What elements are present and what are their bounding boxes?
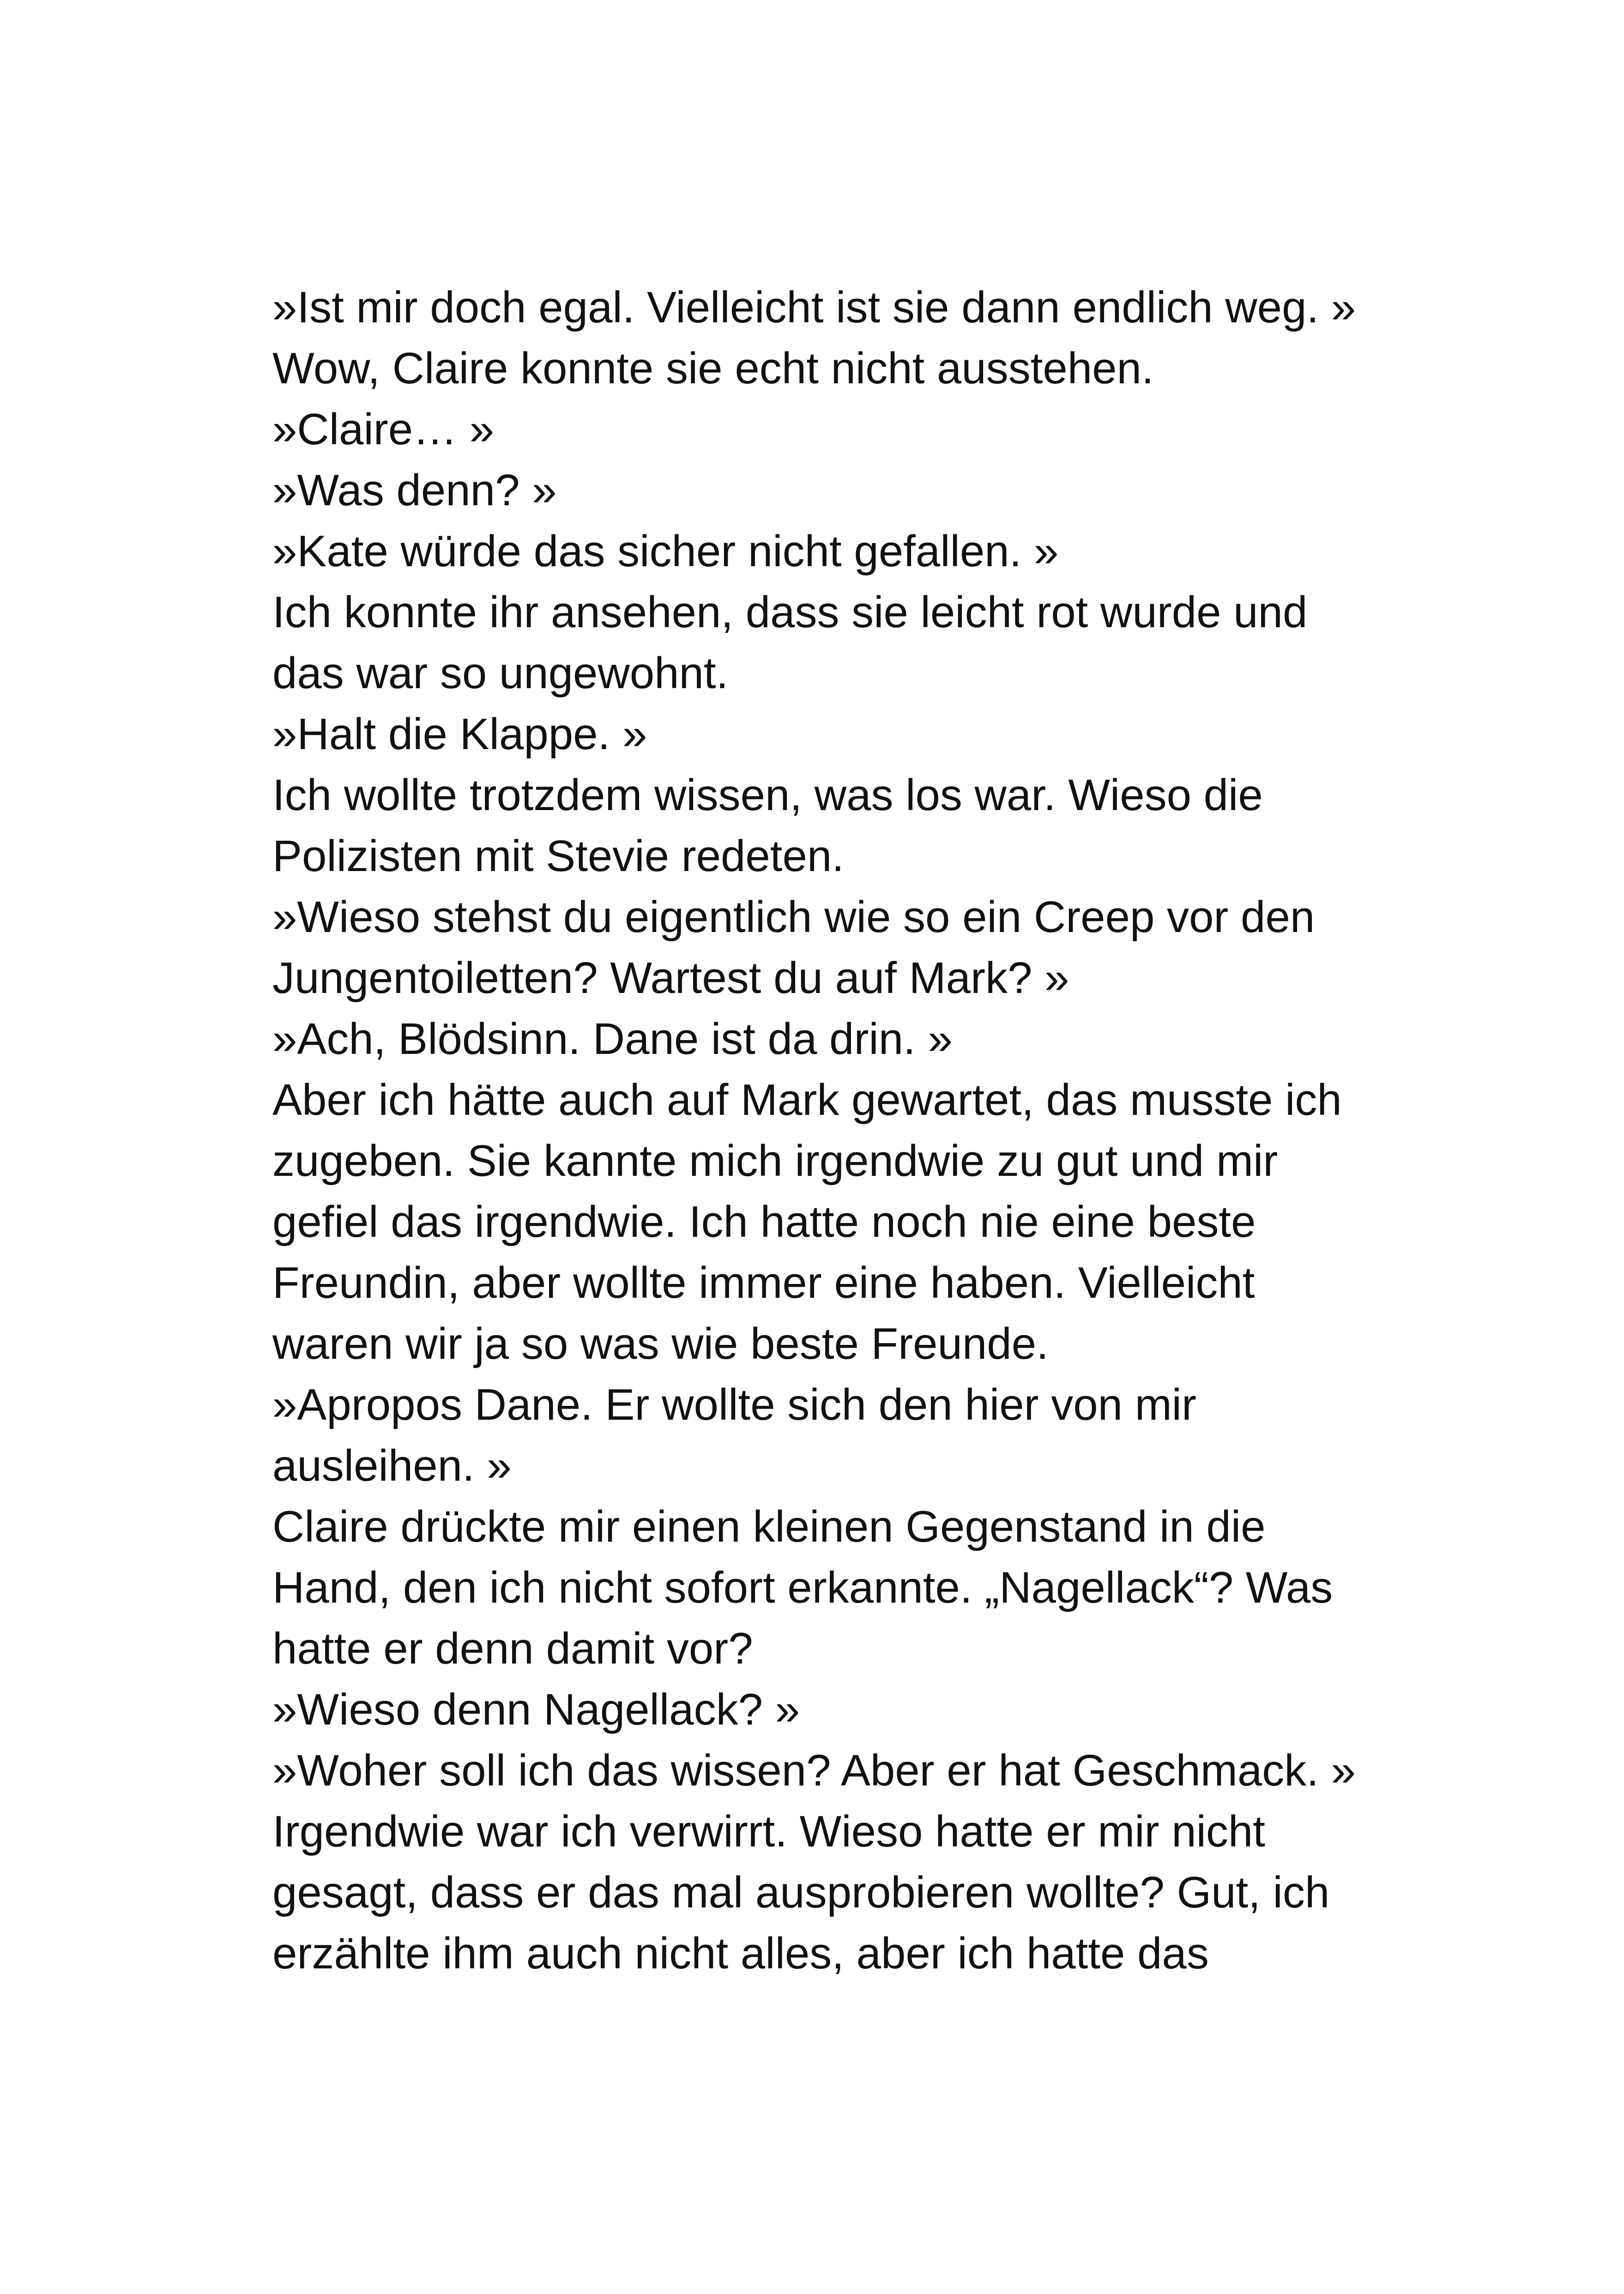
- text-line: »Woher soll ich das wissen? Aber er hat Geschmack. »: [272, 1746, 1356, 1795]
- text-line: Irgendwie war ich verwirrt. Wieso hatte er mir nicht: [272, 1807, 1265, 1856]
- text-line: erzählte ihm auch nicht alles, aber ich hatte das: [272, 1929, 1209, 1978]
- text-line: Aber ich hätte auch auf Mark gewartet, das musste ich: [272, 1075, 1342, 1125]
- text-line: Wow, Claire konnte sie echt nicht ausstehen.: [272, 344, 1154, 393]
- text-line: Polizisten mit Stevie redeten.: [272, 831, 844, 881]
- text-line: Jungentoiletten? Wartest du auf Mark? »: [272, 953, 1069, 1003]
- body-text: [272, 277, 1473, 1984]
- text-line: gesagt, dass er das mal ausprobieren wollte? Gut, ich: [272, 1868, 1330, 1917]
- text-line: zugeben. Sie kannte mich irgendwie zu gut und mir: [272, 1136, 1278, 1186]
- text-line: das war so ungewohnt.: [272, 648, 729, 698]
- text-line: Ich konnte ihr ansehen, dass sie leicht rot wurde und: [272, 587, 1308, 637]
- text-line: »Apropos Dane. Er wollte sich den hier von mir: [272, 1380, 1196, 1429]
- text-line: »Kate würde das sicher nicht gefallen. »: [272, 527, 1059, 576]
- text-line: ausleihen. »: [272, 1441, 512, 1490]
- text-line: Claire drückte mir einen kleinen Gegenstand in die: [272, 1502, 1266, 1551]
- text-line: Ich wollte trotzdem wissen, was los war. Wieso die: [272, 770, 1263, 820]
- text-line: »Wieso denn Nagellack? »: [272, 1685, 800, 1734]
- text-line: hatte er denn damit vor?: [272, 1624, 753, 1673]
- text-line: »Was denn? »: [272, 466, 557, 515]
- text-line: »Ach, Blödsinn. Dane ist da drin. »: [272, 1014, 953, 1064]
- text-line: gefiel das irgendwie. Ich hatte noch nie eine beste: [272, 1197, 1256, 1247]
- text-line: »Ist mir doch egal. Vielleicht ist sie dann endlich weg. »: [272, 283, 1356, 332]
- text-line: »Wieso stehst du eigentlich wie so ein Creep vor den: [272, 892, 1315, 942]
- text-line: waren wir ja so was wie beste Freunde.: [272, 1319, 1049, 1368]
- text-line: »Claire… »: [272, 405, 495, 454]
- text-line: Hand, den ich nicht sofort erkannte. „Nagellack“? Was: [272, 1563, 1333, 1612]
- text-line: Freundin, aber wollte immer eine haben. Vielleicht: [272, 1258, 1255, 1307]
- text-line: »Halt die Klappe. »: [272, 709, 647, 759]
